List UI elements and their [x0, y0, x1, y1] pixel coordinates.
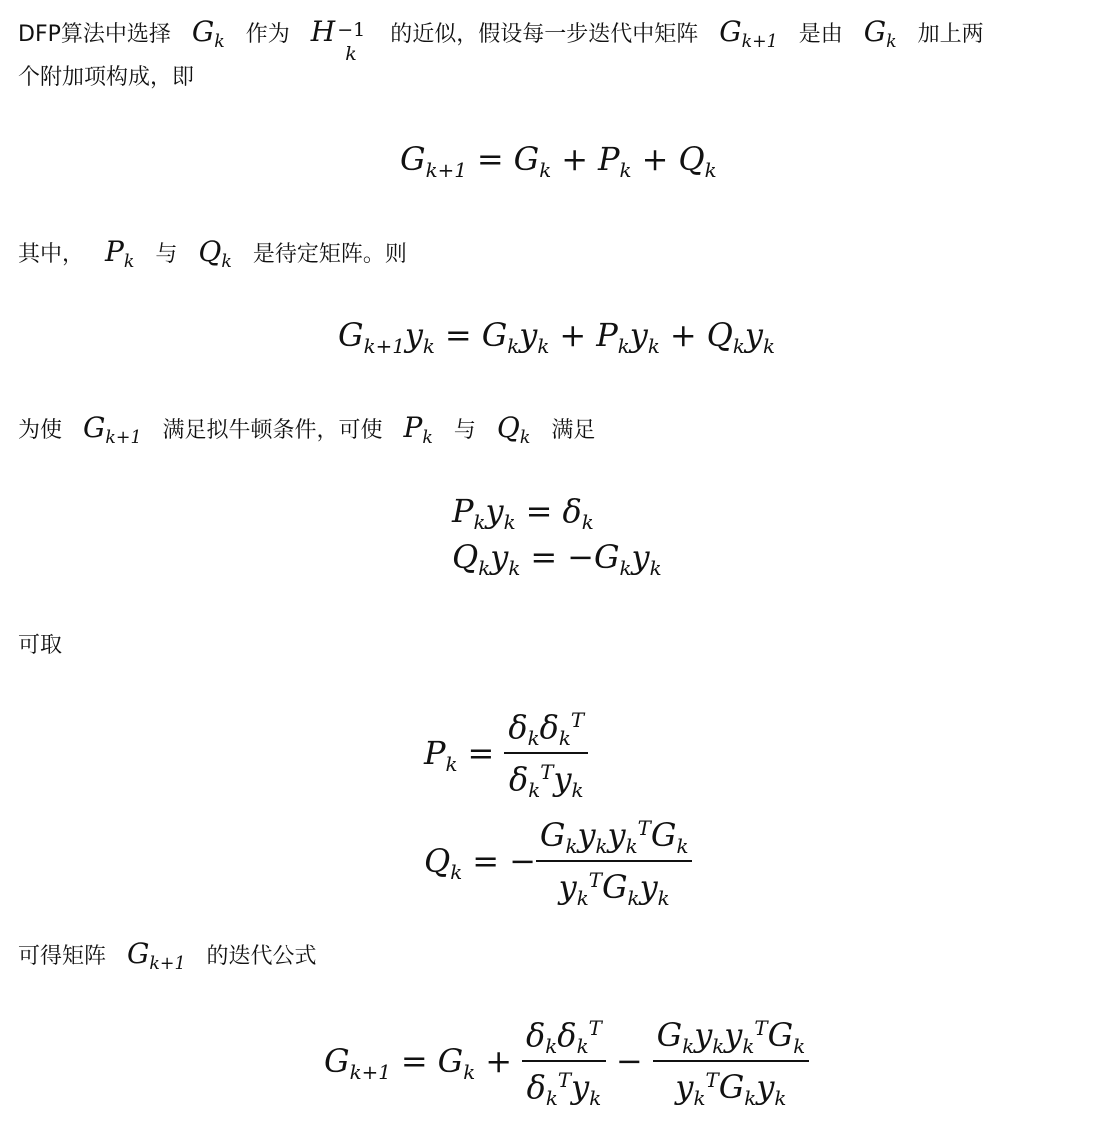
paragraph-pq-definition — [18, 230, 407, 277]
cond-text-4: 满足 — [551, 418, 596, 443]
paragraph-iteration-formula — [18, 932, 317, 979]
math-G-k-plus-1: $G_{k+1}$ — [83, 411, 142, 449]
intro-text-4: 是由 — [798, 22, 843, 47]
equation-Q-y: $Q_ky_k = -G_ky_k$ — [452, 538, 662, 580]
intro-text-3: 的近似，假设每一步迭代中矩阵 — [390, 22, 699, 47]
math-P-k: $P_k$ — [105, 235, 135, 273]
math-P-k: $P_k$ — [403, 411, 433, 449]
choose-text: 可取 — [18, 633, 63, 658]
intro-text-6: 个附加项构成，即 — [18, 65, 195, 90]
pq-text-3: 是待定矩阵。则 — [252, 242, 407, 267]
math-G-k: $G_k$ — [191, 15, 225, 53]
paragraph-choose — [18, 624, 62, 668]
paragraph-intro-line2 — [18, 56, 194, 100]
pq-text-1: 其中， — [18, 242, 85, 267]
iter-text-1: 可得矩阵 — [18, 944, 107, 969]
intro-text-5: 加上两 — [917, 22, 984, 47]
math-H-k-inverse: H −1 k — [310, 15, 366, 65]
pq-text-2: 与 — [155, 242, 178, 267]
paragraph-quasi-newton-condition — [18, 406, 595, 453]
math-G-k-plus-1: $G_{k+1}$ — [719, 15, 778, 53]
cond-text-1: 为使 — [18, 418, 63, 443]
equation-Q-k-formula: $Q_k$ = − $\frac{G_ky_ky_k^TG_k}{y_k^TG_ky_k}$ — [424, 816, 692, 906]
math-Q-k: $Q_k$ — [198, 235, 232, 273]
math-G-k: $G_k$ — [863, 15, 897, 53]
intro-text-2: 作为 — [245, 22, 290, 47]
cond-text-2: 满足拟牛顿条件，可使 — [162, 418, 383, 443]
iter-text-2: 的迭代公式 — [206, 944, 317, 969]
intro-text-1: DFP算法中选择 — [18, 22, 171, 47]
math-G-k-plus-1: $G_{k+1}$ — [127, 937, 186, 975]
math-Q-k: $Q_k$ — [496, 411, 531, 449]
equation-G-update-sum: $G_{k+1} = G_k + P_k + Q_k$ — [400, 140, 717, 182]
equation-DFP-update: $G_{k+1} = G_k$ + $\frac{\delta_k\delta_k^T}{\delta_k^Ty_k}$ − $\frac{G_ky_ky_k^TG_k}{y_k^TG_ky_k}$ — [324, 1016, 809, 1106]
equation-P-k-formula: $P_k$ = $\frac{\delta_k\delta_k^T}{\delta_k^Ty_k}$ — [424, 708, 588, 798]
cond-text-3: 与 — [453, 418, 476, 443]
equation-system-conditions — [452, 488, 662, 580]
equation-P-y-delta: $P_ky_k = \delta_k$ — [452, 492, 594, 534]
equation-G-times-y: $G_{k+1}y_k = G_ky_k + P_ky_k + Q_ky_k$ — [338, 316, 775, 358]
paragraph-intro — [18, 10, 984, 65]
